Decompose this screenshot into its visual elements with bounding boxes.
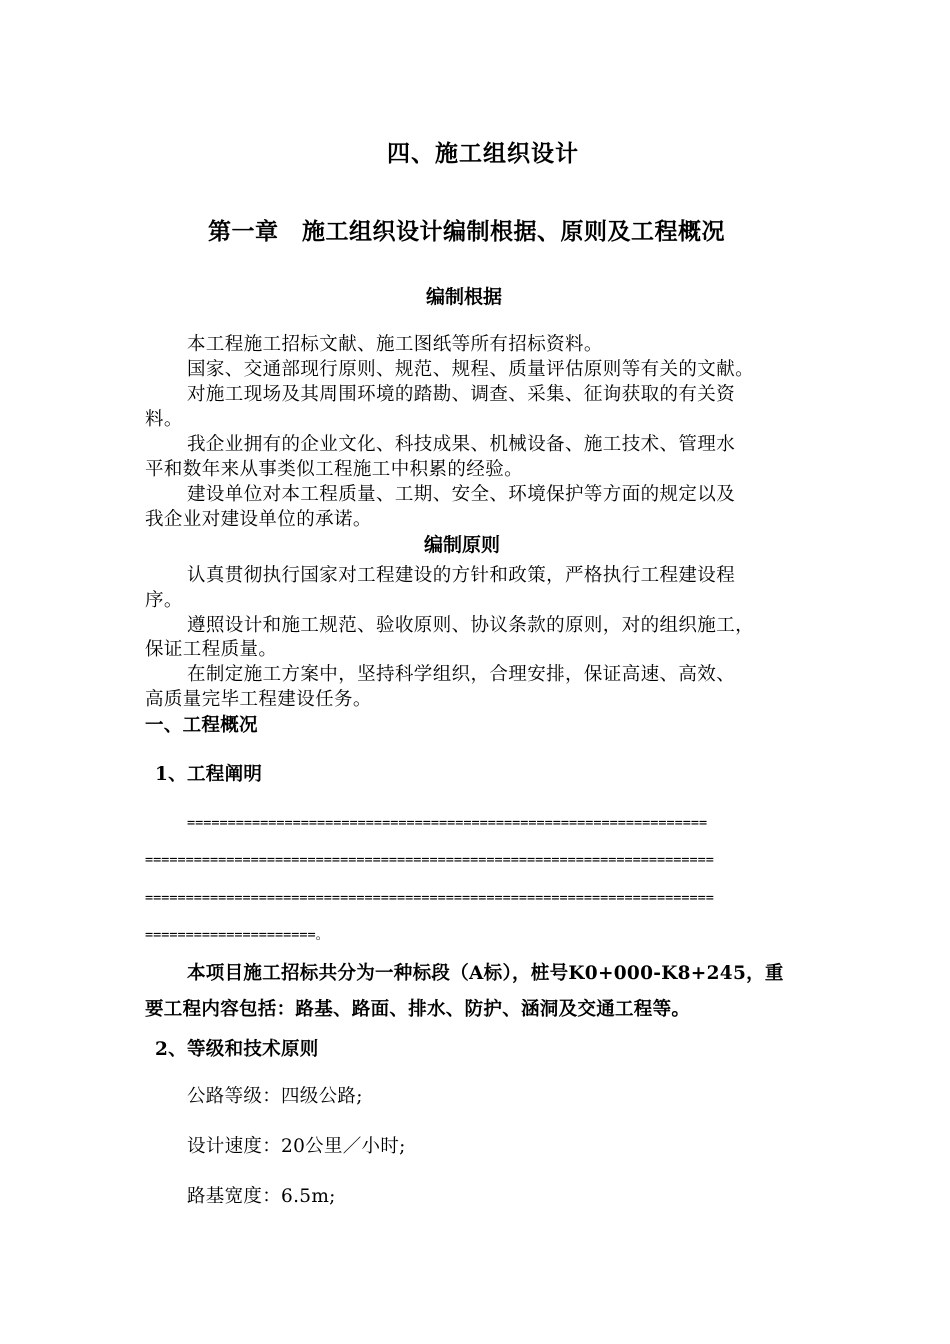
basis-line: 我企业拥有的企业文化、科技成果、机械设备、施工技术、管理水 [187, 434, 736, 455]
project-summary-line: 要工程内容包括：路基、路面、排水、防护、涵洞及交通工程等。 [145, 999, 691, 1020]
document-title: 四、施工组织设计 [387, 140, 579, 167]
principles-line: 保证工程质量。 [145, 639, 278, 660]
principles-heading: 编制原则 [424, 534, 501, 556]
basis-line: 建设单位对本工程质量、工期、安全、环境保护等方面的规定以及 [187, 484, 736, 505]
project-description-heading: 1、工程阐明 [155, 764, 263, 785]
principles-line: 认真贯彻执行国家对工程建设的方针和政策，严格执行工程建设程 [187, 565, 736, 586]
principles-line: 遵照设计和施工规范、验收原则、协议条款的原则，对的组织施工， [187, 615, 755, 636]
basis-line: 对施工现场及其周围环境的踏勘、调查、采集、征询获取的有关资 [187, 384, 736, 405]
spec-design-speed: 设计速度：20公里／小时; [187, 1136, 406, 1157]
spec-road-grade: 公路等级：四级公路; [187, 1086, 363, 1107]
chapter-title: 第一章 施工组织设计编制根据、原则及工程概况 [208, 218, 725, 245]
masked-text-line: =====================。 [145, 927, 330, 943]
basis-heading: 编制根据 [426, 286, 503, 308]
basis-line: 国家、交通部现行原则、规范、规程、质量评估原则等有关的文献。 [187, 359, 755, 380]
masked-text-line: ====================================================================== [145, 852, 714, 868]
basis-line: 本工程施工招标文献、施工图纸等所有招标资料。 [187, 334, 603, 355]
basis-line: 我企业对建设单位的承诺。 [145, 509, 372, 530]
basis-line: 料。 [145, 409, 183, 430]
principles-line: 高质量完毕工程建设任务。 [145, 689, 372, 710]
principles-line: 序。 [145, 590, 183, 611]
grade-standards-heading: 2、等级和技术原则 [155, 1039, 319, 1060]
masked-text-line: ====================================================================== [145, 890, 714, 906]
spec-roadbed-width: 路基宽度：6.5m; [187, 1186, 336, 1207]
project-summary-line: 本项目施工招标共分为一种标段（A标），桩号K0+000-K8+245，重 [187, 963, 784, 984]
masked-text-line: ================================================================ [187, 815, 708, 831]
basis-line: 平和数年来从事类似工程施工中积累的经验。 [145, 459, 524, 480]
principles-line: 在制定施工方案中，坚持科学组织，合理安排，保证高速、高效、 [187, 664, 736, 685]
overview-heading: 一、工程概况 [145, 715, 258, 736]
